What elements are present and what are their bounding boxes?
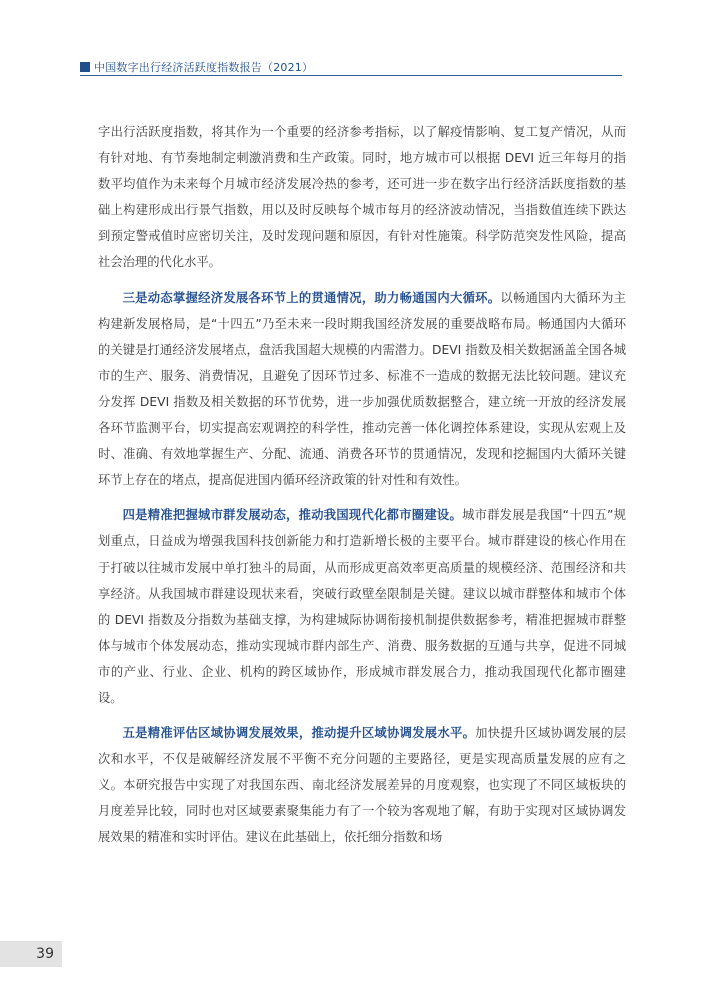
paragraph-text: 字出行活跃度指数，将其作为一个重要的经济参考指标，以了解疫情影响、复工复产情况，从而有针对地、有节奏地制定刺激消费和生产政策。同时，地方城市可以根据 DEVI 近三年每月的指数平均值作为未来每个月城市经济发展冷热的参考，还可进一步在数字出行经济活跃度指数的基础上构建形成出行景气指数，用以及时反映每个城市每月的经济波动情况，当指数值连续下跌达到预定警戒值时应密切关注，及时发现问题和原因，有针对性施策。科学防范突发性风险，提高社会治理的代化水平。 [98,125,626,270]
paragraph-text: 城市群发展是我国“十四五”规划重点，日益成为增强我国科技创新能力和打造新增长极的主要平台。城市群建设的核心作用在于打破以往城市发展中单打独斗的局面，从而形成更高效率更高质量的规模经济、范围经济和共享经济。从我国城市群建设现状来看，突破行政壁垒限制是关键。建议以城市群整体和城市个体的 DEVI 指数及分指数为基础支撑，为构建城际协调衔接机制提供数据参考，精准把握城市群整体与城市个体发展动态，推动实现城市群内部生产、消费、服务数据的互通与共享，促进不同城市的产业、行业、企业、机构的跨区域协作，形成城市群发展合力，推动我国现代化都市圈建设。 [98,508,626,705]
page-number-box [0,941,62,967]
header-divider [80,75,622,76]
page-number: 39 [36,946,54,962]
paragraph-text: 以畅通国内大循环为主构建新发展格局，是“十四五”乃至未来一段时期我国经济发展的重要战略布局。畅通国内大循环的关键是打通经济发展堵点，盘活我国超大规模的内需潜力。DEVI 指数及相关数据涵盖全国各城市的生产、服务、消费情况，且避免了因环节过多、标准不一造成的数据无法比较问题。建议充分发挥 DEVI 指数及相关数据的环节优势，进一步加强优质数据整合，建立统一开放的经济发展各环节监测平台，切实提高宏观调控的科学性，推动完善一体化调控体系建设，实现从宏观上及时、准确、有效地掌握生产、分配、流通、消费各环节的贯通情况，发现和挖掘国内大循环关键环节上存在的堵点，提高促进国内循环经济政策的针对性和有效性。 [98,290,626,488]
paragraph-four [98,502,626,711]
body-text [98,119,626,860]
paragraph-lead: 三是动态掌握经济发展各环节上的贯通情况，助力畅通国内大循环。 [122,290,501,305]
paragraph-lead: 四是精准把握城市群发展动态，推动我国现代化都市圈建设。 [122,508,463,523]
paragraph-three [98,285,626,494]
report-title: 中国数字出行经济活跃度指数报告（2021） [94,61,314,74]
running-header [80,59,313,75]
paragraph-text: 加快提升区域协调发展的层次和水平，不仅是破解经济发展不平衡不充分问题的主要路径，更是实现高质量发展的应有之义。本研究报告中实现了对我国东西、南北经济发展差异的月度观察，也实现了不同区域板块的月度差异比较，同时也对区域要素聚集能力有了一个较为客观地了解，有助于实现对区域协调发展效果的精准和实时评估。建议在此基础上，依托细分指数和场 [98,726,626,845]
paragraph-five [98,720,626,850]
paragraph-lead: 五是精准评估区域协调发展效果，推动提升区域协调发展水平。 [122,726,476,741]
paragraph-continued [98,119,626,276]
book-icon [80,62,90,72]
